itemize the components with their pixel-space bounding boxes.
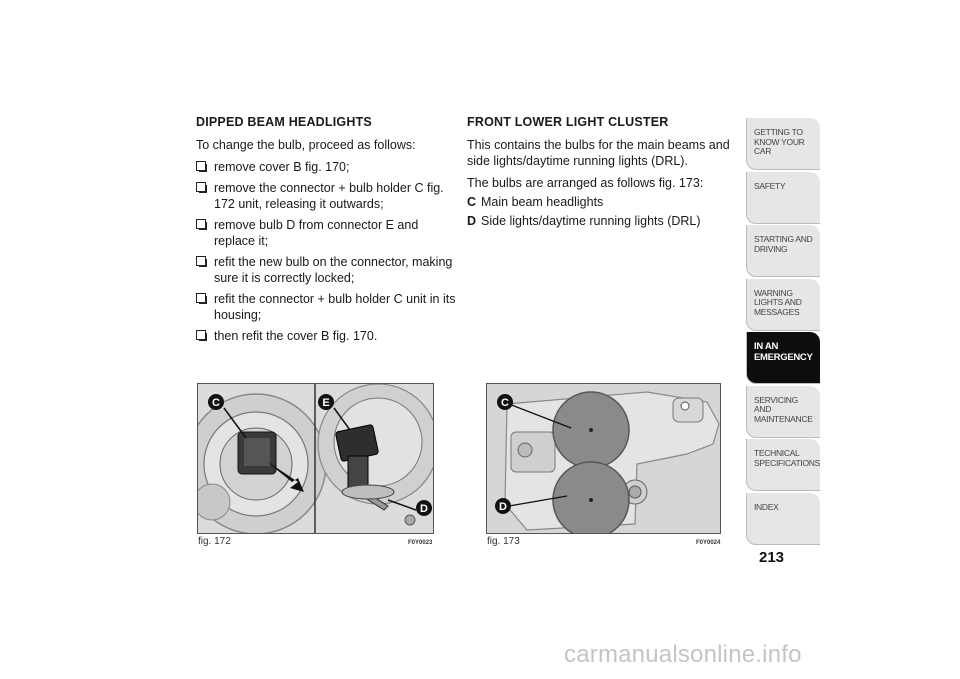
checkbox-bullet-icon bbox=[196, 293, 206, 303]
tab-servicing-and-maintenance[interactable]: SERVICING AND MAINTENANCE bbox=[746, 386, 820, 438]
callout-label-c: C bbox=[212, 397, 220, 409]
figure-caption: fig. 173 bbox=[487, 536, 520, 547]
callout-label-c: C bbox=[501, 397, 509, 409]
list-item: remove cover B fig. 170; bbox=[196, 159, 458, 175]
legend-text: Main beam headlights bbox=[481, 195, 604, 209]
tab-in-an-emergency[interactable]: IN AN EMERGENCY bbox=[746, 332, 820, 384]
section-heading: FRONT LOWER LIGHT CLUSTER bbox=[467, 115, 669, 129]
callout-label-d: D bbox=[499, 501, 507, 513]
tab-safety[interactable]: SAFETY bbox=[746, 172, 820, 224]
checkbox-bullet-icon bbox=[196, 256, 206, 266]
legend-key: D bbox=[467, 214, 477, 228]
list-item: refit the new bulb on the connector, making sure it is correctly locked; bbox=[196, 254, 458, 286]
figure-code: F0Y0023 bbox=[408, 540, 433, 546]
list-item: remove bulb D from connector E and replace it; bbox=[196, 217, 458, 249]
chapter-tabs bbox=[746, 118, 820, 546]
intro-text: To change the bulb, proceed as follows: bbox=[196, 138, 416, 152]
list-item: refit the connector + bulb holder C unit in its housing; bbox=[196, 291, 458, 323]
figure-172-image bbox=[197, 383, 434, 534]
section-heading: DIPPED BEAM HEADLIGHTS bbox=[196, 115, 372, 129]
callout-label-d: D bbox=[420, 503, 428, 515]
legend-row bbox=[467, 213, 735, 229]
arranged-text: The bulbs are arranged as follows fig. 173: bbox=[467, 176, 704, 190]
legend-row bbox=[467, 194, 735, 210]
step-list bbox=[196, 159, 458, 344]
tab-starting-and-driving[interactable]: STARTING AND DRIVING bbox=[746, 225, 820, 277]
figure-caption: fig. 172 bbox=[198, 536, 231, 547]
list-item: remove the connector + bulb holder C fig. 172 unit, releasing it outwards; bbox=[196, 180, 458, 212]
tab-technical-specifications[interactable]: TECHNICAL SPECIFICATIONS bbox=[746, 439, 820, 491]
list-item: then refit the cover B fig. 170. bbox=[196, 328, 458, 344]
checkbox-bullet-icon bbox=[196, 182, 206, 192]
checkbox-bullet-icon bbox=[196, 219, 206, 229]
callout-label-e: E bbox=[322, 397, 330, 409]
figure-173-image bbox=[486, 383, 721, 534]
front-lower-light-section bbox=[467, 114, 735, 232]
bulb-legend bbox=[467, 194, 735, 229]
page-number: 213 bbox=[759, 549, 785, 566]
tab-warning-lights-and-messages[interactable]: WARNING LIGHTS AND MESSAGES bbox=[746, 279, 820, 331]
checkbox-bullet-icon bbox=[196, 330, 206, 340]
tab-getting-to-know-your-car[interactable]: GETTING TO KNOW YOUR CAR bbox=[746, 118, 820, 170]
intro-text: This contains the bulbs for the main beams and side lights/daytime running lights (DRL). bbox=[467, 138, 730, 168]
legend-key: C bbox=[467, 195, 477, 209]
legend-text: Side lights/daytime running lights (DRL) bbox=[481, 214, 701, 228]
tab-index[interactable]: INDEX bbox=[746, 493, 820, 545]
dipped-beam-section bbox=[196, 114, 458, 349]
figure-code: F0Y0024 bbox=[696, 540, 721, 546]
checkbox-bullet-icon bbox=[196, 161, 206, 171]
watermark: carmanualsonline.info bbox=[564, 641, 802, 668]
